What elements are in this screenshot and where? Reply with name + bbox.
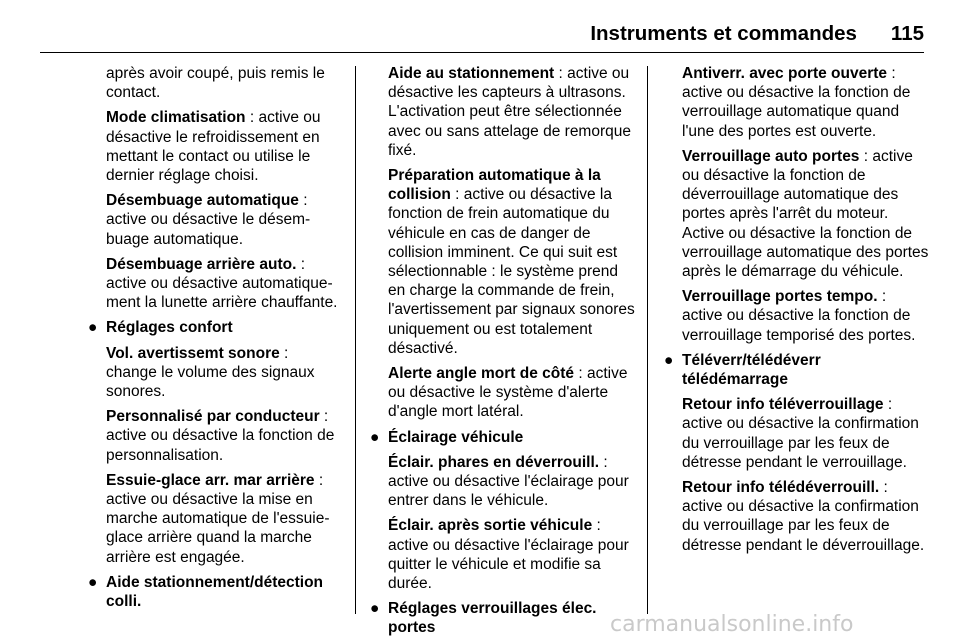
setting-entry — [682, 287, 930, 345]
setting-term: Mode climatisation — [106, 109, 246, 127]
watermark: carmanualsonline.info — [610, 612, 854, 637]
setting-term: Personnalisé par conducteur — [106, 408, 320, 426]
setting-entry — [106, 344, 342, 402]
setting-entry — [682, 395, 930, 472]
setting-description: : active ou désactive la fonction de verrouillage temporisé des portes. — [682, 288, 916, 344]
bullet-icon: ● — [370, 428, 380, 446]
column-divider — [647, 66, 648, 614]
setting-entry — [106, 407, 342, 465]
setting-term: Vol. avertissemt sonore — [106, 344, 280, 362]
bullet-item: ● Éclairage véhicule — [370, 428, 524, 446]
page-number: 115 — [890, 22, 924, 45]
bullet-icon: ● — [664, 351, 674, 369]
setting-description: : change le volume des signaux sonores. — [106, 344, 315, 401]
setting-description: : active ou désactive la fonction de déverrouillage automatique des portes après l'arrêt du moteur. Active ou désactive la fonction de verrouillage automatique des portes après le démarrage du véhicule. — [682, 147, 929, 281]
setting-description: : active ou désactive la fonction de personnalisation. — [106, 408, 335, 464]
setting-term: Retour info télédéverrouill. — [682, 479, 880, 497]
setting-term: Aide au stationnement — [388, 65, 555, 82]
bullet-icon: ● — [370, 600, 380, 618]
setting-entry — [388, 516, 635, 593]
setting-description: : active ou désactive le refroidissement en mettant le contact ou utilise le dernier réglage choisi. — [106, 109, 321, 185]
bullet-icon: ● — [88, 573, 98, 591]
bullet-item: ● Téléverr/télédéverr télédémarrage — [664, 351, 821, 389]
bullet-item: ● Aide stationnement/détection colli. — [88, 573, 324, 611]
setting-description: : active ou désactive la fonction de verrouillage automatique quand l'une des portes est ouverte. — [682, 65, 911, 140]
setting-term: Verrouillage auto portes — [682, 147, 860, 165]
setting-description: : active ou désactive automatiquement la lunette arrière chauffante. — [106, 255, 338, 312]
setting-entry — [106, 108, 342, 185]
setting-entry — [682, 147, 930, 281]
bullet-item: ● Réglages confort — [88, 319, 233, 337]
setting-description: : active ou désactive la confirmation du verrouillage par les feux de détresse pendant le déverrouillage. — [682, 479, 925, 554]
setting-entry — [388, 64, 635, 160]
setting-term: Éclair. après sortie véhicule — [388, 517, 593, 535]
setting-term: Désembuage automatique — [106, 192, 299, 210]
setting-term: Éclair. phares en déverrouill. — [388, 453, 600, 471]
setting-term: Antiverr. avec porte ouverte — [682, 65, 888, 82]
setting-term: Désembuage arrière auto. — [106, 255, 297, 273]
setting-entry — [682, 64, 930, 141]
setting-entry — [388, 166, 635, 358]
setting-description: : active ou désactive le système d'alerte d'angle mort latéral. — [388, 365, 628, 421]
setting-description: : active ou désactive l'éclairage pour entrer dans le véhicule. — [388, 453, 629, 510]
setting-term: Préparation automatique à la collision — [388, 167, 601, 204]
setting-term: Retour info téléverrouillage — [682, 396, 884, 414]
setting-description: : active ou désactive la fonction de frein automatique du véhicule en cas de danger de collision imminent. Ce qui suit est sélectionnable : le système prend en charge la commande de frein, l'avertissement par signaux sonores uniquement ou est totalement désactivé. — [388, 186, 635, 357]
column-3 — [664, 64, 930, 561]
page-header — [40, 0, 924, 53]
section-title: Instruments et commandes — [590, 22, 857, 45]
bullet-item: ● Réglages verrouillages élec. portes — [370, 600, 597, 637]
setting-entry — [388, 364, 635, 422]
setting-term: Verrouillage portes tempo. — [682, 288, 878, 306]
continued-text: après avoir coupé, puis remis le contact. — [106, 65, 325, 102]
setting-description: : active ou désactive les capteurs à ultrasons. L'activation peut être sélectionnée avec ou sans attelage de remorque fixé. — [388, 65, 631, 159]
setting-entry — [682, 478, 930, 555]
column-2 — [370, 64, 635, 644]
setting-description: : active ou désactive le désembuage automatique. — [106, 192, 311, 248]
column-divider — [355, 66, 356, 614]
setting-description: : active ou désactive la mise en marche automatique de l'essuie-glace arrière quand la marche arrière est engagée. — [106, 471, 330, 566]
setting-entry — [106, 255, 342, 313]
setting-term: Essuie-glace arr. mar arrière — [106, 471, 315, 489]
setting-entry — [106, 471, 342, 567]
setting-description: : active ou désactive la confirmation du verrouillage par les feux de détresse pendant le verrouillage. — [682, 396, 919, 471]
setting-entry — [388, 453, 635, 511]
setting-entry — [106, 191, 342, 249]
setting-description: : active ou désactive l'éclairage pour quitter le véhicule et modifie sa durée. — [388, 517, 629, 593]
bullet-icon: ● — [88, 319, 98, 337]
column-1 — [88, 64, 342, 617]
setting-term: Alerte angle mort de côté — [388, 365, 575, 383]
